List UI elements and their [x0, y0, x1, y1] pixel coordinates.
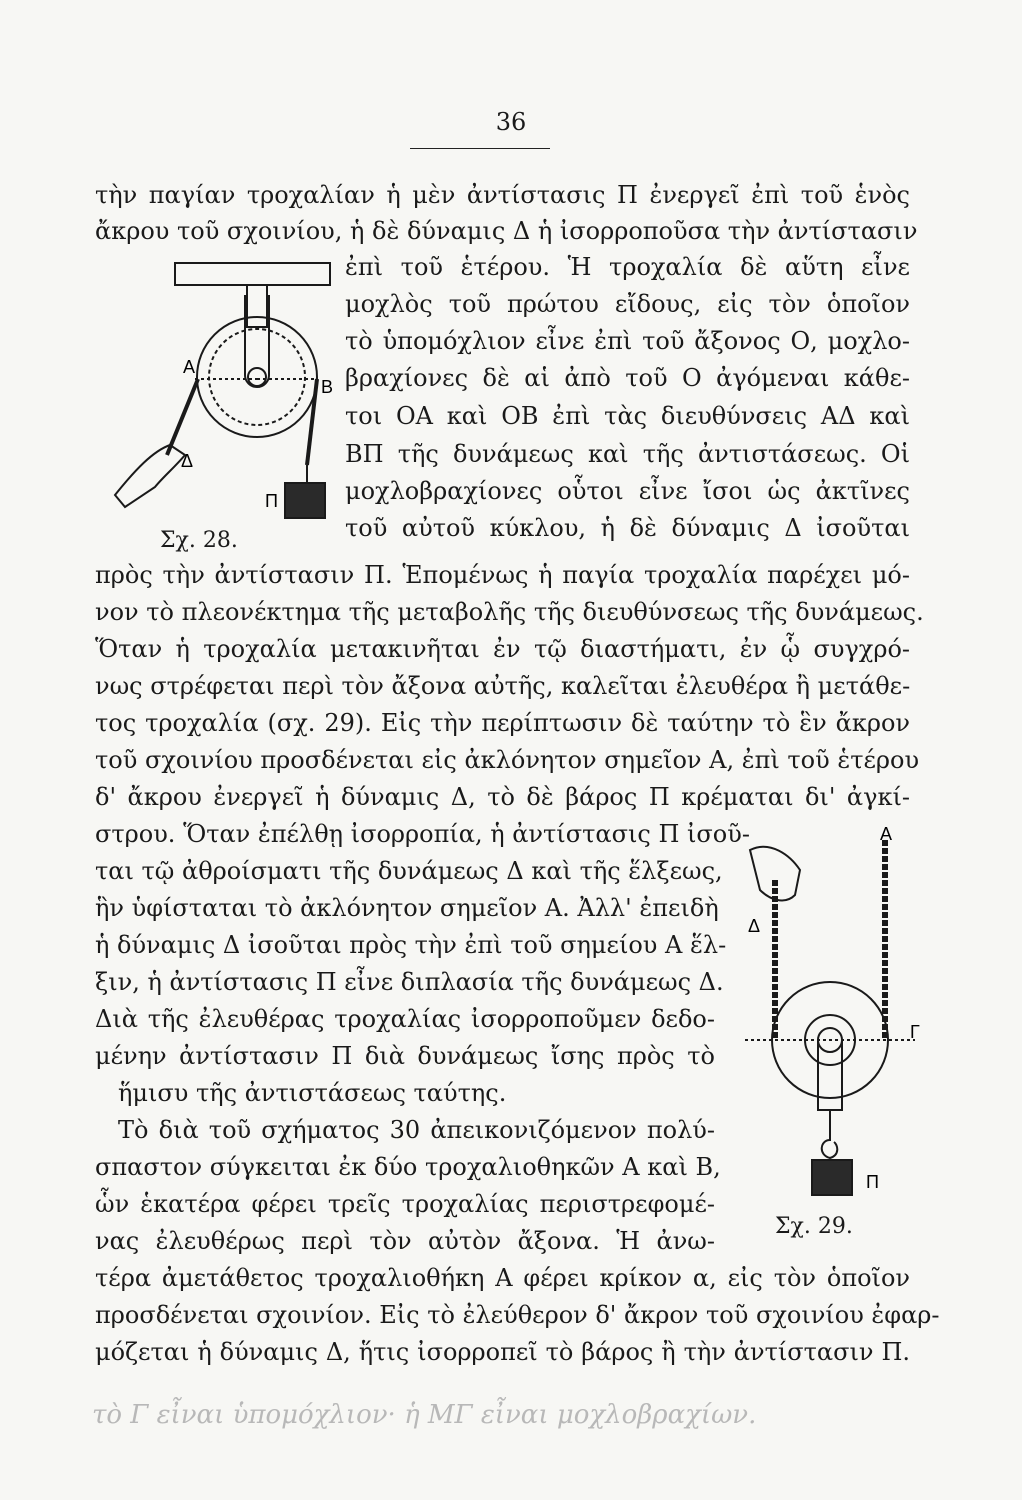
text-line: ται τῷ ἀθροίσματι τῆς δυνάμεως Δ καὶ τῆς ἕλξεως,: [95, 857, 723, 885]
text-line: τοι ΟΑ καὶ ΟΒ ἐπὶ τὰς διευθύνσεις ΑΔ καὶ: [345, 402, 910, 430]
pulley-wheel: [197, 317, 317, 437]
hook: [822, 1110, 838, 1158]
hand: [115, 445, 185, 507]
label-P: Π: [265, 491, 278, 511]
pulley-frame: [818, 1040, 842, 1110]
text-line: τοῦ σχοινίου προσδένεται εἰς ἀκλόνητον σημεῖον Α, ἐπὶ τοῦ ἑτέρου: [95, 746, 920, 774]
text-line: σπαστον σύγκειται ἐκ δύο τροχαλιοθηκῶν Α καὶ Β,: [95, 1153, 721, 1181]
label-A: Α: [880, 824, 893, 844]
text-line: βραχίονες δὲ αἱ ἀπὸ τοῦ Ο ἀγόμεναι κάθε-: [345, 364, 910, 392]
text-line: Διὰ τῆς ἐλευθέρας τροχαλίας ἰσορροποῦμεν δεδο-: [95, 1005, 715, 1033]
text-line: ἣν ὑφίσταται τὸ ἀκλόνητον σημεῖον Α. Ἀλλ' ἐπειδὴ: [95, 894, 719, 922]
text-line: μόζεται ἡ δύναμις Δ, ἥτις ἰσορροπεῖ τὸ βάρος ἢ τὴν ἀντίστασιν Π.: [95, 1338, 910, 1366]
text-line: ξιν, ἡ ἀντίστασις Π εἶνε διπλασία τῆς δυνάμεως Δ.: [95, 968, 724, 996]
figure-29-movable-pulley: [730, 810, 930, 1215]
text-line: προσδένεται σχοινίον. Εἰς τὸ ἐλεύθερον δ' ἄκρον τοῦ σχοινίου ἐφαρ-: [95, 1301, 940, 1329]
text-line: πρὸς τὴν ἀντίστασιν Π. Ἑπομένως ἡ παγία τροχαλία παρέχει μό-: [95, 561, 910, 589]
text-line: νως στρέφεται περὶ τὸν ἄξονα αὐτῆς, καλεῖται ἐλευθέρα ἢ μετάθε-: [95, 672, 911, 700]
text-line: Ὅταν ἡ τροχαλία μετακινῆται ἐν τῷ διαστήματι, ἐν ᾧ συγχρό-: [95, 635, 910, 663]
pulley-hanger: [247, 285, 267, 327]
handwritten-note: τὸ Γ εἶναι ὑπομόχλιον· ἡ ΜΓ εἶναι μοχλοβραχίων.: [92, 1400, 757, 1430]
text-line: μοχλὸς τοῦ πρώτου εἴδους, εἰς τὸν ὁποῖον: [345, 290, 910, 318]
text-line: Τὸ διὰ τοῦ σχήματος 30 ἀπεικονιζόμενον πολύ-: [118, 1116, 715, 1144]
text-line: ἐπὶ τοῦ ἑτέρου. Ἡ τροχαλία δὲ αὕτη εἶνε: [345, 253, 910, 281]
rope-load-side: [307, 379, 317, 465]
text-line: ἡ δύναμις Δ ἰσοῦται πρὸς τὴν ἐπὶ τοῦ σημείου Α ἕλ-: [95, 931, 727, 959]
header-rule: [410, 148, 550, 149]
page-number: 36: [495, 108, 527, 136]
text-line: τοῦ αὐτοῦ κύκλου, ἡ δὲ δύναμις Δ ἰσοῦται: [345, 514, 910, 542]
text-line: δ' ἄκρου ἐνεργεῖ ἡ δύναμις Δ, τὸ δὲ βάρος Π κρέμαται δι' ἀγκί-: [95, 783, 910, 811]
text-line: ΒΠ τῆς δυνάμεως καὶ τῆς ἀντιστάσεως. Οἱ: [345, 440, 910, 468]
label-P: Π: [866, 1172, 879, 1192]
text-line: μένην ἀντίστασιν Π διὰ δυνάμεως ἴσης πρὸς τὸ: [95, 1042, 715, 1070]
weight: [812, 1160, 852, 1195]
text-line: νον τὸ πλεονέκτημα τῆς μεταβολῆς τῆς διευθύνσεως τῆς δυνάμεως.: [95, 598, 924, 626]
weight: [285, 483, 325, 518]
label-B: Β: [321, 377, 334, 397]
figure-29-caption: Σχ. 29.: [775, 1214, 853, 1239]
text-line: τος τροχαλία (σχ. 29). Εἰς τὴν περίπτωσιν δὲ ταύτην τὸ ἓν ἄκρον: [95, 709, 910, 737]
text-line: ἄκρου τοῦ σχοινίου, ἡ δὲ δύναμις Δ ἡ ἰσορροποῦσα τὴν ἀντίστασιν: [95, 217, 918, 245]
rope-force-side: [167, 379, 198, 455]
figure-28-fixed-pulley: [95, 255, 345, 540]
pulley-axle: [248, 368, 266, 386]
text-line: στρου. Ὅταν ἐπέλθῃ ἰσορροπία, ἡ ἀντίστασις Π ἰσοῦ-: [95, 820, 750, 848]
text-line: ὧν ἑκατέρα φέρει τρεῖς τροχαλίας περιστρεφομέ-: [95, 1190, 715, 1218]
text-line: μοχλοβραχίονες οὗτοι εἶνε ἴσοι ὡς ἀκτῖνες: [345, 477, 910, 505]
label-A: Α: [183, 357, 196, 377]
text-line: τὴν παγίαν τροχαλίαν ἡ μὲν ἀντίστασις Π ἐνεργεῖ ἐπὶ τοῦ ἑνὸς: [95, 181, 910, 209]
figure-28-caption: Σχ. 28.: [160, 528, 238, 553]
text-line: νας ἐλευθέρως περὶ τὸν αὐτὸν ἄξονα. Ἡ ἀνω-: [95, 1227, 715, 1255]
text-line: τέρα ἀμετάθετος τροχαλιοθήκη Α φέρει κρίκον α, εἰς τὸν ὁποῖον: [95, 1264, 910, 1292]
text-line: ἥμισυ τῆς ἀντιστάσεως ταύτης.: [118, 1079, 507, 1107]
label-G: Γ: [910, 1022, 920, 1042]
text-line: τὸ ὑπομόχλιον εἶνε ἐπὶ τοῦ ἄξονος Ο, μοχλο-: [345, 327, 910, 355]
label-D: Δ: [748, 916, 761, 936]
ceiling-beam: [175, 263, 330, 285]
label-D: Δ: [181, 451, 194, 471]
